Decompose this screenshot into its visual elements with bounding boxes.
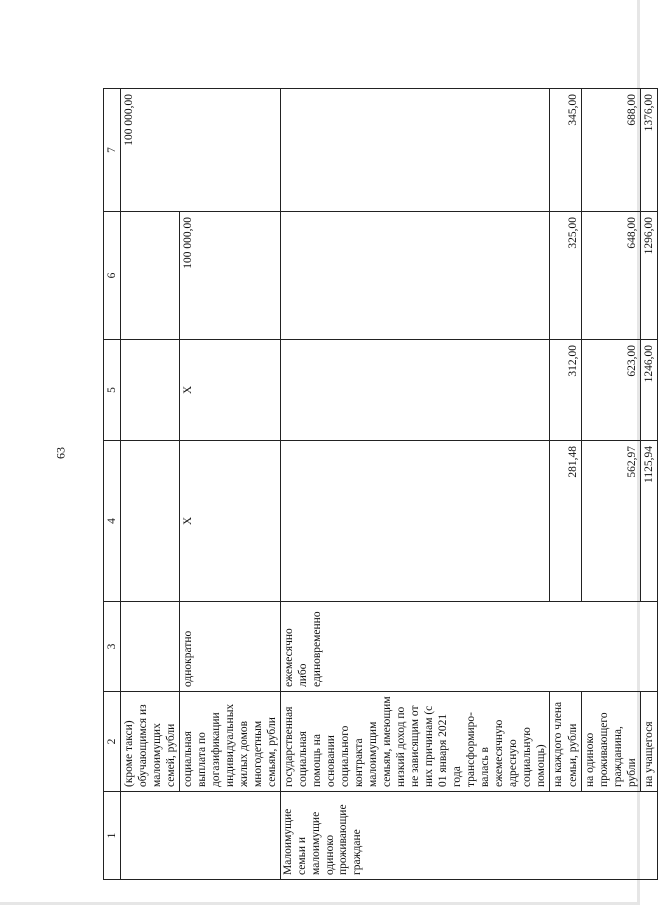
table-cell [281,340,550,441]
header-cell: 3 [104,602,121,692]
rotated-table-area [103,89,655,880]
table-cell: X [180,340,281,441]
table-cell: 1376,00 [640,89,657,212]
table-cell: 562,97 [581,441,640,602]
page-number: 63 [53,447,68,459]
header-cell: 6 [104,212,121,340]
rotated-table-wrapper [103,89,655,880]
benefits-table [103,88,658,880]
table-cell: на каждого члена семьи, рубли [550,692,581,792]
table-cell: ежемесячно либо единовременно [281,602,657,692]
table-cell: 648,00 [581,212,640,340]
table-cell: Малоимущие семьи и малоимущие одиноко проживающие граждане [281,792,657,880]
table-cell [121,441,180,602]
table-cell: государственная социальная помощь на основании социального контракта малоимущим семьям, имеющим низкий доход по не зависящим от них причинам (с 01 января 2021 года трансформиро-валась в ежемесячную адресную социальную помощь) [281,692,550,792]
table-row [550,89,581,880]
table-cell [281,441,550,602]
header-cell: 1 [104,792,121,880]
table-cell [121,792,281,880]
header-cell: 4 [104,441,121,602]
header-cell: 7 [104,89,121,212]
table-cell: на одиноко проживающего гражданина, рубли [581,692,640,792]
table-row [581,89,640,880]
table-cell [281,89,550,212]
table-cell: 345,00 [550,89,581,212]
table-cell: однократно [180,602,281,692]
table-cell: 1246,00 [640,340,657,441]
table-cell: 688,00 [581,89,640,212]
table-cell [121,602,180,692]
table-cell: 325,00 [550,212,581,340]
table-cell: (кроме такси) обучающимся из малоимущих семей, рубли [121,692,180,792]
table-cell: 1125,94 [640,441,657,602]
table-cell [121,340,180,441]
table-row [121,89,180,880]
table-cell: 100 000,00 [180,212,281,340]
table-row [640,89,657,880]
header-cell: 2 [104,692,121,792]
header-cell: 5 [104,340,121,441]
table-row [281,89,550,880]
table-cell: на учащегося [640,692,657,792]
table-cell: 312,00 [550,340,581,441]
table-cell: X [180,441,281,602]
table-cell: 281,48 [550,441,581,602]
table-cell: 623,00 [581,340,640,441]
table-cell: 1296,00 [640,212,657,340]
header-row [104,89,121,880]
table-cell [281,212,550,340]
table-cell [121,212,180,340]
table-cell: 100 000,00 [121,89,281,212]
table-cell: социальная выплата по догазификации индивидуальных жилых домов многодетным семьям, рубли [180,692,281,792]
